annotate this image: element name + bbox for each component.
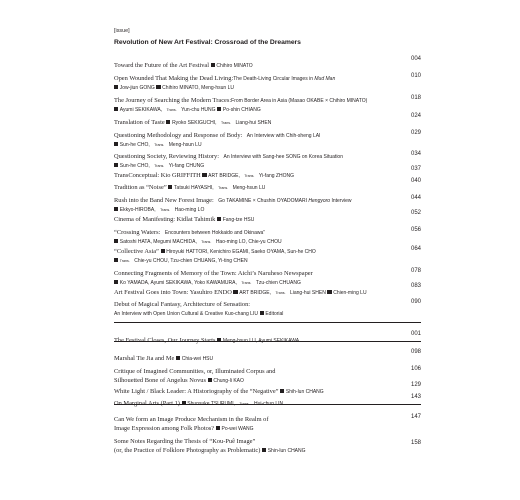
entry-title: Can We form an Image Produce Mechanism in the Realm of: [114, 416, 269, 423]
page-number: 029: [410, 129, 421, 136]
issue-label: [issue]: [114, 28, 130, 34]
trans-mark: Trans.: [201, 239, 212, 244]
entry-authors: Fang-tze HSU: [222, 217, 255, 223]
entry-authors: Shunsuke TSURUMI,: [187, 401, 235, 407]
page-number: 158: [410, 440, 421, 446]
page-number: 052: [410, 209, 421, 216]
trans-mark: Trans.: [154, 163, 165, 168]
page-number: 083: [410, 282, 421, 289]
entry-translators: Tzu-chien CHUANG: [255, 279, 301, 286]
entry-title: Rush into the Band New Forest Image:: [114, 197, 214, 204]
author-marker-icon: [211, 63, 215, 67]
entry-translators: Hao-ming LO: [174, 206, 205, 213]
entry-title: Translation of Taste: [114, 119, 165, 126]
entry-authors: Chia-wei HSU: [181, 356, 214, 362]
entry-title-line2: Image Expression among Folk Photos?: [114, 425, 215, 432]
section-divider: [114, 341, 421, 342]
entry-translators: Liang-hui SHEN: [289, 290, 326, 296]
entry-title: Art Festival Goes into Town: Yasuhiro ENDO: [114, 289, 232, 296]
entry-title-line2: (or, the Practice of Folklore Photography as Problematic): [114, 447, 261, 454]
author-marker-icon: [166, 120, 170, 124]
page-number: 037: [410, 165, 421, 172]
entry-title: “Crossing Waters:: [114, 229, 161, 236]
entry-title: Critique of Imagined Communities, or, Illuminated Corpus and: [114, 368, 276, 375]
author-marker-icon: [262, 448, 266, 452]
page-number: 056: [410, 226, 421, 233]
entry-authors: Ryoko SEKIGUCHI,: [172, 120, 217, 126]
author-marker-icon: [327, 290, 331, 294]
entry-authors: Ekkyo-HIROBA,: [119, 206, 156, 213]
entry-subtitle: From Border Area in Asia (Masao OKABE × Chihiro MINATO): [231, 98, 368, 104]
entry-translators: Hui-chun LIN: [253, 401, 284, 407]
entry-authors-2: Chien-ming LU: [333, 290, 367, 296]
entry-authors: Shin-lun CHANG: [267, 448, 306, 454]
entry-title: Toward the Future of the Art Festival: [114, 62, 210, 69]
trans-mark: Trans.: [166, 107, 177, 112]
page-number: 024: [410, 112, 421, 119]
entry-authors: Meng-hsun LU, Ayumi SEKIKAWA: [222, 338, 300, 344]
page-number: 018: [410, 94, 421, 101]
author-marker-icon: [176, 356, 180, 360]
page-number: 034: [410, 150, 421, 157]
page-number: 004: [410, 55, 421, 62]
entry-translators: Chie-yu CHOU, Tzu-chien CHUANG, Yi-ting CHEN: [134, 257, 248, 264]
entry-translators: Yun-chu HUNG: [181, 106, 216, 113]
entry-authors: Sun-he CHO,: [119, 141, 150, 148]
page-number: 143: [410, 393, 421, 400]
trans-mark: Trans.: [160, 207, 171, 212]
entry-title: “Collective Asia”: [114, 248, 159, 255]
entry-title: Tradition as “Noise”: [114, 184, 167, 191]
entry-subtitle-end: Interview: [330, 198, 352, 204]
entry-translators: Yi-fang CHUNG: [168, 162, 205, 169]
page-number: 040: [410, 177, 421, 184]
entry-authors: Jow-jiun GONG: [119, 84, 155, 91]
author-marker-icon: [168, 185, 172, 189]
entry-authors: Po-wei WANG: [221, 426, 254, 432]
trans-mark: Trans.: [239, 402, 250, 406]
entry-translators: Liang-hui SHEN: [235, 120, 272, 126]
page-number: 106: [410, 366, 421, 372]
entry-translators: Meng-hsun LU: [168, 141, 202, 148]
entry-authors: Ayumi SEKIKAWA,: [119, 106, 163, 113]
entry-subtitle: An Interview with Open Union Cultural & Creative Kuo-chang LIU: [114, 310, 258, 317]
entry-subtitle: Go TAKAMINE × Chushin OYADOMARI: [218, 198, 309, 204]
entry-authors: Hiroyuki HATTORI, Kenichiro EGAMI, Saeko OYAMA, Sun-he CHO: [166, 249, 316, 255]
entry-authors: Sun-he CHO,: [119, 162, 150, 169]
entry-authors: ART BRIDGE,: [239, 290, 271, 296]
entry-subtitle: An Interview with Sang-hee SONG on Korea Situation: [223, 154, 343, 160]
entry-authors: Tatsuki HAYASHI,: [174, 185, 214, 191]
entry-authors: Ko YAMADA, Ayumi SEKIKAWA, Yoko KAWAMURA,: [119, 279, 237, 286]
entry-translators: Yi-fang ZHONG: [258, 173, 294, 179]
entry-title: Marshal Tie Jia and Me: [114, 355, 175, 362]
entry-title: Debut of Magical Fantasy, Architecture of Sensation:: [114, 301, 251, 308]
page-number: 129: [410, 381, 421, 388]
trans-mark: Trans.: [275, 291, 286, 295]
section-divider: [114, 404, 421, 405]
entry-authors: Shih-lun CHANG: [285, 389, 324, 395]
page-number: 010: [410, 72, 421, 79]
author-marker-icon: [217, 217, 221, 221]
page-number: 090: [410, 298, 421, 305]
page-number: 001: [410, 330, 421, 337]
entry-title-line2: Silhouetted Bone of Angelus Novus: [114, 377, 206, 384]
entry-title: TransConceptual: Kio GRIFFITH: [114, 172, 201, 179]
entry-title: Questioning Society, Reviewing History:: [114, 153, 220, 160]
entry-subtitle: An Interview with Chih-sheng LAI: [246, 133, 321, 139]
entry-authors: Editorial: [265, 310, 284, 317]
trans-mark: Trans.: [119, 258, 130, 263]
entry-title: The Journey of Searching the Modern Traces:: [114, 97, 232, 104]
trans-mark: Trans.: [154, 142, 165, 147]
author-marker-icon: [260, 311, 264, 315]
page-number: 098: [410, 348, 421, 355]
issue-title: Revolution of New Art Festival: Crossroad of the Dreamers: [114, 39, 301, 46]
trans-mark: Trans.: [241, 280, 252, 285]
entry-translators: Chihiro MINATO, Meng-hsun LU: [162, 84, 234, 91]
entry-subtitle-italic: Hengyoro: [308, 198, 331, 204]
entry-title: Questioning Methodology and Response of Body:: [114, 132, 243, 139]
entry-authors-2: Po-shin CHIANG: [222, 106, 261, 113]
entry-subtitle: The Death-Living Circular Images in: [233, 76, 315, 82]
author-marker-icon: [114, 85, 118, 89]
entry-title: Open Wounded That Making the Dead Living:: [114, 75, 234, 82]
author-marker-icon: [216, 426, 220, 430]
entry-translators: Hao-ming LO, Chie-yu CHOU: [215, 238, 282, 245]
entry-subtitle-italic: Mud Man: [314, 76, 336, 82]
entry-title: White Light / Black Leader: A Historiography of the “Negative”: [114, 388, 279, 395]
page-number: 078: [410, 267, 421, 274]
entry-authors: Chung-li KAO: [213, 378, 244, 384]
trans-mark: Trans.: [220, 121, 232, 125]
author-marker-icon: [114, 107, 118, 111]
page-number: 064: [410, 245, 421, 252]
author-marker-icon: [156, 85, 160, 89]
author-marker-icon: [114, 258, 118, 262]
entry-title: Connecting Fragments of Memory of the Town: Aichi’s Naruheso Newspaper: [114, 270, 313, 277]
entry-translators: Meng-hsun LU: [232, 185, 266, 191]
page-number: 044: [410, 194, 421, 201]
entry-authors: ART BRIDGE,: [208, 173, 240, 179]
entry-title: Cinema of Manifesting: Kidlat Tahimik: [114, 216, 216, 223]
trans-mark: Trans.: [218, 186, 229, 190]
trans-mark: Trans.: [244, 174, 255, 178]
entry-title: Some Notes Regarding the Thesis of “Kou-Puê Image”: [114, 438, 256, 445]
entry-title: On Marginal Arts (Part 1): [114, 400, 180, 407]
entry-authors: Chihiro MINATO: [216, 63, 253, 69]
page-number: 147: [410, 414, 421, 420]
entry-subtitle: Encounters between Hokkaido and Okinawa”: [164, 230, 265, 236]
entry-title: The Festival Closes, Our Journey Starts: [114, 337, 216, 344]
entry-authors: Satoshi HATA, Megumi MACHIDA,: [119, 238, 197, 245]
section-divider: [114, 322, 421, 323]
